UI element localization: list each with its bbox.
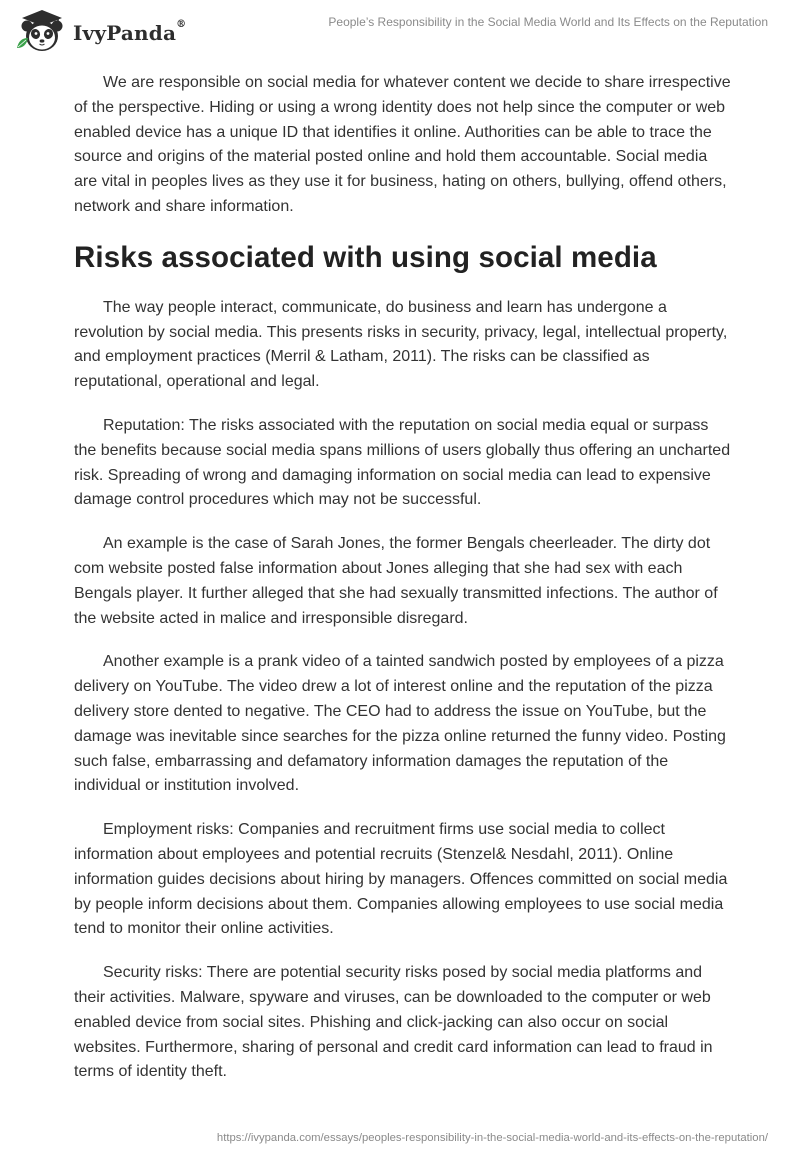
essay-body [74, 71, 734, 1104]
intro-paragraph: We are responsible on social media for whatever content we decide to share irrespective of the perspective. Hiding or using a wrong identity does not help since the computer or web enabled device has a unique ID that identifies it online. Authorities can be able to trace the source and origins of the material posted online and hold them accountable. Social media are vital in peoples lives as they use it for business, hating on others, bullying, offend others, network and share information. [74, 74, 731, 215]
ivypanda-logo[interactable] [14, 8, 194, 58]
logo-wordmark [73, 21, 186, 45]
page-header [0, 0, 800, 70]
body-paragraph: An example is the case of Sarah Jones, the former Bengals cheerleader. The dirty dot com website posted false information about Jones alleging that she had sex with each Bengals player. It further alleged that she had sexually transmitted infections. The author of the website acted in malice and irresponsible disregard. [74, 535, 718, 627]
body-paragraph: Employment risks: Companies and recruitment firms use social media to collect information about employees and potential recruits (Stenzel& Nesdahl, 2011). Online information guides decisions about hiring by managers. Offences committed on social media by people inform decisions about them. Companies allowing employees to use social media tend to monitor their online activities. [74, 821, 728, 938]
document-title: People’s Responsibility in the Social Media World and Its Effects on the Reputation [328, 15, 768, 29]
source-url[interactable]: https://ivypanda.com/essays/peoples-responsibility-in-the-social-media-world-and-its-effects-on-the-reputation/ [216, 1132, 768, 1144]
section-heading: Risks associated with using social media [74, 240, 657, 274]
body-paragraph: Security risks: There are potential security risks posed by social media platforms and their activities. Malware, spyware and viruses, can be downloaded to the computer or web enabled device from social sites. Phishing and click-jacking can also occur on social websites. Furthermore, sharing of personal and credit card information can lead to fraud in terms of identity theft. [74, 964, 713, 1081]
logo-text: IvyPanda [73, 21, 177, 45]
body-paragraph: Reputation: The risks associated with the reputation on social media equal or surpass the benefits because social media spans millions of users globally thus offering an uncharted risk. Spreading of wrong and damaging information on social media can lead to expensive damage control procedures which may not be successful. [74, 416, 731, 509]
panda-graduate-icon [14, 8, 70, 56]
body-paragraph: Another example is a prank video of a tainted sandwich posted by employees of a pizza delivery on YouTube. The video drew a lot of interest online and the reputation of the pizza delivery store dented to negative. The CEO had to address the issue on YouTube, but the damage was inevitable since searches for the pizza online returned the funny video. Posting such false, embarrassing and defamatory information damages the reputation of the individual or institution involved. [74, 653, 726, 795]
registered-mark: ® [176, 19, 187, 30]
body-paragraph: The way people interact, communicate, do business and learn has undergone a revolution by social media. This presents risks in security, privacy, legal, intellectual property, and employment practices (Merril & Latham, 2011). The risks can be classified as reputational, operational and legal. [74, 298, 728, 391]
